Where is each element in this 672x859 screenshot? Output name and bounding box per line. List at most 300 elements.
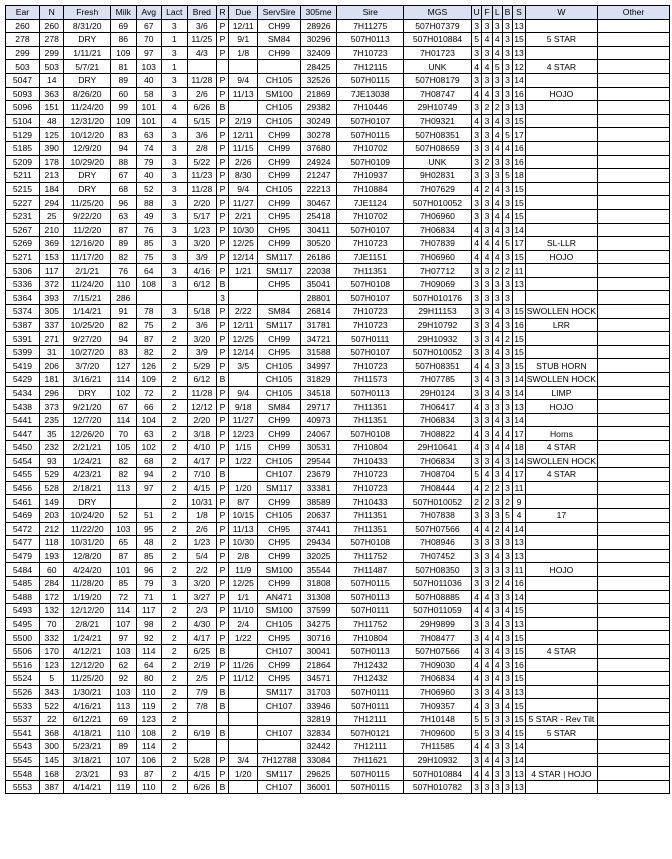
table-row [6, 19, 670, 33]
cell-w: LRR [525, 318, 597, 332]
table-row [6, 373, 670, 387]
cell-w: Horns [525, 427, 597, 441]
cell-servsire: 7H12788 [258, 753, 300, 767]
cell-ear: 5391 [6, 332, 40, 346]
cell-u: 3 [471, 101, 482, 115]
cell-ear: 5524 [6, 672, 40, 686]
cell-b: 3 [502, 373, 512, 387]
cell-s: 14 [514, 224, 524, 235]
cell-s: 13 [514, 686, 524, 697]
cell-l: 3 [492, 726, 502, 740]
cell-fresh: 2/8/21 [64, 617, 111, 631]
cell-b: 2 [502, 264, 512, 278]
cell-b: 3 [502, 780, 512, 794]
cell-milk: 85 [111, 576, 137, 590]
cell-bred [187, 291, 216, 305]
cell-due [229, 291, 258, 305]
cell-fresh: DRY [64, 169, 111, 183]
cell-305me: 30296 [300, 33, 337, 47]
cell-w: SWOLLEN HOCK [526, 374, 597, 385]
cell-ear: 5209 [6, 155, 40, 169]
cell-l: 4 [492, 685, 502, 699]
cell-s: 17 [514, 428, 524, 439]
cell-sire: 7H10723 [337, 318, 404, 332]
table-row [6, 468, 670, 482]
cell-milk: 82 [111, 318, 137, 332]
cell-r: P [217, 753, 229, 767]
cell-n: 151 [39, 101, 64, 115]
cell-avg: 87 [136, 767, 161, 781]
table-row [6, 209, 670, 223]
cell-servsire: CH99 [258, 141, 300, 155]
cell-servsire: SM117 [258, 250, 300, 264]
table-row [6, 182, 670, 196]
cell-fresh: 9/21/20 [64, 400, 111, 414]
cell-l: 3 [492, 699, 502, 713]
cell-b: 3 [502, 386, 512, 400]
cell-servsire: SM84 [258, 305, 300, 319]
cell-servsire: CH107 [258, 644, 300, 658]
cell-f: 3 [482, 19, 492, 33]
cell-sire: 507H0107 [337, 345, 404, 359]
cell-sire: 7H11351 [337, 400, 404, 414]
cell-b: 3 [502, 250, 512, 264]
cell-mgs: 507H010782 [404, 780, 472, 794]
cell-lact: 2 [161, 468, 187, 482]
cell-n: 363 [39, 87, 64, 101]
cell-avg: 85 [136, 237, 161, 251]
cell-u: 3 [471, 536, 482, 550]
cell-mgs: 7H07712 [404, 264, 472, 278]
cell-w: 4 STAR [525, 441, 597, 455]
cell-fresh: 2/18/21 [64, 481, 111, 495]
cell-w [525, 182, 597, 196]
cell-ear: 5495 [6, 617, 40, 631]
cell-l: 3 [492, 400, 502, 414]
cell-w [525, 277, 597, 291]
cell-avg: 103 [136, 60, 161, 74]
cell-l: 3 [492, 359, 502, 373]
cell-lact: 2 [161, 400, 187, 414]
cell-l: 2 [492, 576, 502, 590]
cell-l: 4 [492, 196, 502, 210]
cell-lact: 2 [161, 753, 187, 767]
cell-305me: 29625 [300, 767, 337, 781]
cell-n: 168 [39, 767, 64, 781]
cell-due [229, 373, 258, 387]
cell-b: 2 [502, 495, 512, 509]
cell-u: 3 [471, 386, 482, 400]
cell-ear: 5387 [6, 318, 40, 332]
cell-lact: 3 [161, 250, 187, 264]
cell-305me: 28801 [300, 291, 337, 305]
cell-ear: 5454 [6, 454, 40, 468]
table-row [6, 33, 670, 47]
cell-s: 13 [514, 401, 524, 412]
cell-s: 15 [514, 605, 524, 616]
cell-s: 16 [514, 578, 524, 589]
cell-milk: 103 [111, 644, 137, 658]
cell-servsire: CH105 [258, 73, 300, 87]
cell-bred: 6/12 [187, 277, 216, 291]
cell-lact: 2 [161, 359, 187, 373]
cell-servsire: CH99 [258, 237, 300, 251]
cell-due: 11/27 [229, 413, 258, 427]
cell-lact: 3 [161, 141, 187, 155]
cell-milk: 102 [111, 386, 137, 400]
cell-servsire: CH105 [258, 373, 300, 387]
cell-n: 337 [39, 318, 64, 332]
cell-f: 4 [482, 522, 492, 536]
cell-s: 13 [514, 768, 524, 779]
cell-milk: 70 [111, 427, 137, 441]
cell-sire: 507H0111 [337, 699, 404, 713]
cell-mgs: 7H06834 [404, 413, 472, 427]
cell-w: SWOLLEN HOCK [526, 306, 597, 317]
table-row [6, 60, 670, 74]
cell-f: 4 [482, 60, 492, 74]
cell-b: 4 [502, 141, 512, 155]
cell-f: 3 [482, 413, 492, 427]
cell-servsire: SM117 [258, 767, 300, 781]
cell-sire: 507H0115 [337, 576, 404, 590]
cell-b: 3 [502, 740, 512, 754]
cell-u: 4 [471, 427, 482, 441]
cell-bred: 6/26 [187, 780, 216, 794]
cell-l: 2 [492, 522, 502, 536]
cell-n: 149 [39, 495, 64, 509]
cell-other [598, 576, 670, 590]
cell-lact: 2 [161, 644, 187, 658]
table-row [6, 237, 670, 251]
table-row [6, 87, 670, 101]
cell-bred: 2/2 [187, 563, 216, 577]
cell-305me: 31588 [300, 345, 337, 359]
cell-l: 2 [492, 264, 502, 278]
cell-s: 11 [514, 564, 524, 575]
cell-mgs: 507H010052 [404, 196, 472, 210]
cell-s: 14 [514, 374, 524, 385]
cell-mgs: 507H08659 [404, 141, 472, 155]
cell-sire: 507H0107 [337, 223, 404, 237]
cell-milk: 81 [111, 60, 137, 74]
cell-n: 25 [39, 209, 64, 223]
cell-milk: 114 [111, 604, 137, 618]
cell-305me: 30531 [300, 441, 337, 455]
cell-ear: 5227 [6, 196, 40, 210]
cell-f: 3 [482, 196, 492, 210]
cell-fresh: 11/17/20 [64, 250, 111, 264]
cell-305me: 22038 [300, 264, 337, 278]
cell-other [598, 644, 670, 658]
cell-bred: 3/6 [187, 128, 216, 142]
cell-r: P [217, 141, 229, 155]
cell-mgs: UNK [404, 60, 472, 74]
cell-ear: 5493 [6, 604, 40, 618]
cell-due [229, 644, 258, 658]
cell-r: P [217, 209, 229, 223]
cell-r: P [217, 441, 229, 455]
cell-l: 3 [492, 277, 502, 291]
cell-305me: 22213 [300, 182, 337, 196]
cell-lact: 3 [161, 237, 187, 251]
cell-milk: 52 [111, 508, 137, 522]
cell-sire: 7H10884 [337, 182, 404, 196]
cell-bred: 7/10 [187, 468, 216, 482]
cell-l: 4 [492, 141, 502, 155]
cell-l: 3 [492, 155, 502, 169]
cell-w: 4 STAR | HOJO [525, 767, 597, 781]
cell-other [598, 604, 670, 618]
cell-u: 3 [471, 685, 482, 699]
column-header-f: F [482, 6, 492, 20]
cell-r: P [217, 196, 229, 210]
cell-due [229, 101, 258, 115]
cell-u: 3 [471, 155, 482, 169]
cell-n: 332 [39, 631, 64, 645]
cell-sire: 7H10446 [337, 101, 404, 115]
cell-305me: 37441 [300, 522, 337, 536]
cell-n: 260 [39, 19, 64, 33]
cell-r: P [217, 114, 229, 128]
cell-ear: 5543 [6, 740, 40, 754]
cell-u: 4 [471, 182, 482, 196]
cell-f: 3 [482, 780, 492, 794]
cell-w: 5 STAR - Rev Tilt [525, 712, 597, 726]
cell-ear: 5231 [6, 209, 40, 223]
cell-other [598, 277, 670, 291]
cell-f: 2 [482, 495, 492, 509]
cell-n: 232 [39, 441, 64, 455]
cell-f: 4 [482, 373, 492, 387]
cell-ear: 299 [6, 46, 40, 60]
cell-sire: 507H0108 [337, 536, 404, 550]
cell-mgs: 29H10792 [404, 318, 472, 332]
cell-lact: 2 [161, 780, 187, 794]
cell-u: 3 [471, 141, 482, 155]
cell-fresh: 2/3/21 [64, 767, 111, 781]
cell-sire: 7H11573 [337, 373, 404, 387]
cell-other [598, 33, 670, 47]
cell-other [598, 631, 670, 645]
cell-s: 17 [514, 129, 524, 140]
cell-f: 4 [482, 753, 492, 767]
cell-fresh: DRY [64, 495, 111, 509]
cell-fresh: 4/14/21 [64, 780, 111, 794]
cell-305me: 24067 [300, 427, 337, 441]
cell-l: 5 [492, 60, 502, 74]
cell-servsire: CH105 [258, 182, 300, 196]
cell-fresh: 11/25/20 [64, 196, 111, 210]
cell-305me: 38589 [300, 495, 337, 509]
cell-milk: 69 [111, 19, 137, 33]
cell-fresh: 12/9/20 [64, 141, 111, 155]
cell-milk: 94 [111, 141, 137, 155]
cell-servsire: CH105 [258, 508, 300, 522]
cell-sire: 507H0107 [337, 114, 404, 128]
cell-avg [136, 495, 161, 509]
cell-avg: 88 [136, 196, 161, 210]
cell-b: 3 [502, 345, 512, 359]
cell-other [598, 359, 670, 373]
cell-bred: 4/10 [187, 441, 216, 455]
cell-bred: 3/18 [187, 427, 216, 441]
cell-milk: 101 [111, 563, 137, 577]
cell-milk: 86 [111, 33, 137, 47]
cell-other [598, 441, 670, 455]
cell-b: 4 [502, 209, 512, 223]
cell-lact: 3 [161, 128, 187, 142]
cell-bred: 11/25 [187, 33, 216, 47]
cell-r: P [217, 563, 229, 577]
cell-l: 4 [492, 672, 502, 686]
table-row [6, 101, 670, 115]
cell-u: 4 [471, 87, 482, 101]
cell-l: 3 [492, 590, 502, 604]
cell-w [525, 73, 597, 87]
cell-due: 11/9 [229, 563, 258, 577]
cell-lact: 3 [161, 46, 187, 60]
cell-s: 15 [514, 197, 524, 208]
column-header-l: L [492, 6, 502, 20]
cell-w [525, 209, 597, 223]
cell-n: 503 [39, 60, 64, 74]
cell-milk: 67 [111, 400, 137, 414]
cell-milk: 89 [111, 237, 137, 251]
cell-b: 4 [502, 468, 512, 482]
cell-due: 2/19 [229, 114, 258, 128]
cell-lact: 2 [161, 481, 187, 495]
table-row [6, 536, 670, 550]
cell-due: 1/20 [229, 481, 258, 495]
cell-due: 2/4 [229, 617, 258, 631]
cell-ear: 5374 [6, 305, 40, 319]
cell-n: 172 [39, 590, 64, 604]
cell-mgs: 507H07379 [404, 19, 472, 33]
cell-avg: 40 [136, 73, 161, 87]
cell-s: 14 [514, 591, 524, 602]
cell-f: 4 [482, 658, 492, 672]
cell-servsire: CH107 [258, 726, 300, 740]
cell-u: 3 [471, 617, 482, 631]
cell-f: 3 [482, 576, 492, 590]
cell-r: P [217, 495, 229, 509]
cell-mgs: 29H10749 [404, 101, 472, 115]
table-row [6, 631, 670, 645]
cell-avg: 95 [136, 522, 161, 536]
cell-f: 3 [482, 672, 492, 686]
cell-bred: 6/25 [187, 644, 216, 658]
cell-sire: 7H10723 [337, 237, 404, 251]
table-row [6, 508, 670, 522]
cell-avg: 108 [136, 726, 161, 740]
cell-avg: 119 [136, 699, 161, 713]
cell-other [598, 250, 670, 264]
column-header-n: N [39, 6, 64, 20]
cell-f: 4 [482, 33, 492, 47]
cell-ear: 5185 [6, 141, 40, 155]
cell-ear: 5271 [6, 250, 40, 264]
cell-l: 4 [492, 617, 502, 631]
table-row [6, 141, 670, 155]
cell-s: 13 [514, 551, 524, 562]
cell-avg: 63 [136, 128, 161, 142]
cell-due: 12/14 [229, 345, 258, 359]
cell-ear: 5104 [6, 114, 40, 128]
cell-n: 145 [39, 753, 64, 767]
cell-305me: 32025 [300, 549, 337, 563]
cell-fresh: 3/16/21 [64, 373, 111, 387]
cell-w [525, 495, 597, 509]
cell-305me: 33381 [300, 481, 337, 495]
cell-mgs: 7H09600 [404, 726, 472, 740]
column-header-w: W [525, 6, 597, 20]
cell-bred: 2/5 [187, 672, 216, 686]
cell-s: 15 [514, 211, 524, 222]
cell-r: B [217, 277, 229, 291]
cell-mgs: 507H08179 [404, 73, 472, 87]
cell-ear: 260 [6, 19, 40, 33]
cell-b: 3 [502, 196, 512, 210]
cell-avg: 126 [136, 359, 161, 373]
table-row [6, 46, 670, 60]
cell-b: 5 [502, 128, 512, 142]
cell-r: B [217, 685, 229, 699]
cell-other [598, 19, 670, 33]
cell-fresh: 12/26/20 [64, 427, 111, 441]
cell-r [217, 712, 229, 726]
table-row [6, 155, 670, 169]
cell-due: 10/30 [229, 223, 258, 237]
cell-n: 181 [39, 373, 64, 387]
cell-f: 4 [482, 468, 492, 482]
cell-due: 12/23 [229, 427, 258, 441]
table-row [6, 332, 670, 346]
cell-avg: 74 [136, 141, 161, 155]
cell-due: 12/25 [229, 237, 258, 251]
cell-s: 15 [514, 116, 524, 127]
cell-305me: 35544 [300, 563, 337, 577]
cell-f: 3 [482, 508, 492, 522]
cell-due: 8/7 [229, 495, 258, 509]
cell-mgs: 7H09069 [404, 277, 472, 291]
cell-f: 3 [482, 441, 492, 455]
cell-bred: 3/27 [187, 590, 216, 604]
cell-bred: 5/28 [187, 753, 216, 767]
cell-due: 1/8 [229, 46, 258, 60]
cell-mgs: 7H07452 [404, 549, 472, 563]
cell-avg: 101 [136, 114, 161, 128]
cell-fresh: 1/19/20 [64, 590, 111, 604]
cell-305me: 40973 [300, 413, 337, 427]
cell-lact: 4 [161, 101, 187, 115]
table-row [6, 264, 670, 278]
cell-n: 14 [39, 73, 64, 87]
cell-milk: 89 [111, 73, 137, 87]
cell-r: P [217, 604, 229, 618]
cell-lact: 3 [161, 19, 187, 33]
cell-lact: 2 [161, 631, 187, 645]
cell-l: 4 [492, 305, 502, 319]
cell-f: 4 [482, 740, 492, 754]
cell-sire: 507H0109 [337, 155, 404, 169]
cell-due: 9/4 [229, 73, 258, 87]
cell-u: 4 [471, 672, 482, 686]
cell-305me: 32526 [300, 73, 337, 87]
cell-other [598, 169, 670, 183]
cell-avg: 108 [136, 277, 161, 291]
cell-due: 12/25 [229, 332, 258, 346]
